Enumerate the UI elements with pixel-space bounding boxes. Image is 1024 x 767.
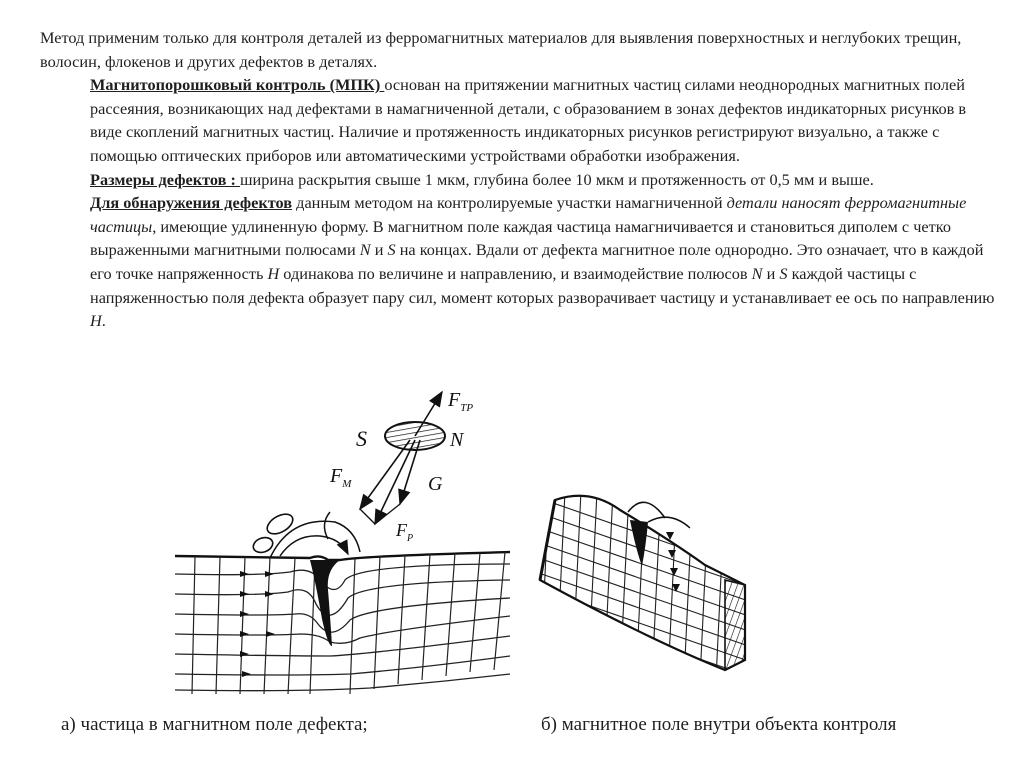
pole-s: S bbox=[387, 240, 396, 260]
force-fp-arrow bbox=[375, 440, 415, 524]
figure-a-particle-in-defect-field bbox=[170, 384, 510, 694]
pole-n-2: N bbox=[751, 263, 763, 283]
field-h: H bbox=[267, 263, 280, 283]
label-fm: $F_M$ bbox=[330, 465, 352, 490]
detection-heading: Для обнаружения дефектов bbox=[90, 193, 293, 213]
period: . bbox=[101, 311, 106, 331]
figure-b-field-inside-object bbox=[530, 470, 760, 680]
detection-text-5: каждой частицы с напряженностью поля дефекта образует пару сил, момент которых разворачивает частицу и устанавливает ее ось по направлению bbox=[90, 263, 995, 307]
conj-and: и bbox=[370, 240, 388, 260]
detection-text-1: данным методом на контролируемые участки намагниченной bbox=[292, 193, 727, 213]
grid-verticals bbox=[192, 552, 505, 694]
text-block bbox=[36, 26, 996, 333]
mpk-text: основан на притяжении магнитных частиц силами неоднородных магнитных полей рассеяния, возникающих над дефектами в намагниченной детали, с образованием в зонах дефектов индикаторных рисунков в виде скоплений магнитных частиц. Наличие и протяженность индикаторных рисунков регистрируют визуально, а также с помощью оптических приборов или автоматическими устройствами обработки изображения. bbox=[90, 75, 967, 165]
field-lines bbox=[175, 564, 510, 691]
particle-1 bbox=[251, 535, 275, 555]
label-fp: $F_P$ bbox=[396, 520, 414, 544]
detection-text-2: , имеющие удлиненную форму. В магнитном поле каждая частица намагничивается и становиться диполем с четко выраженными магнитными полюсами bbox=[90, 216, 951, 260]
detection-text-4: одинакова по величине и направлению, и взаимодействие полюсов bbox=[279, 263, 752, 283]
label-s: S bbox=[356, 426, 367, 451]
label-g: G bbox=[428, 473, 443, 495]
field-arrows bbox=[240, 571, 275, 677]
detection-text-3: на концах. Вдали от дефекта магнитное поле однородно. Это означает, что в каждой его точке напряженность bbox=[90, 240, 984, 283]
field-h-2: H bbox=[90, 311, 102, 331]
detection-paragraph bbox=[36, 191, 996, 333]
particle-2 bbox=[264, 510, 296, 538]
sizes-paragraph bbox=[36, 168, 996, 192]
mpk-paragraph bbox=[36, 73, 996, 167]
intro-paragraph: Метод применим только для контроля деталей из ферромагнитных материалов для выявления поверхностных и неглубоких трещин, волосин, флокенов и других дефектов в деталях. bbox=[40, 28, 962, 71]
sizes-heading: Размеры дефектов : bbox=[90, 169, 240, 189]
label-ftr: $F_{ТР}$ bbox=[448, 389, 474, 414]
detection-italic: детали наносят ферромагнитные частицы bbox=[90, 193, 967, 236]
caption-a: а) частица в магнитном поле дефекта; bbox=[61, 714, 368, 735]
pole-s-2: S bbox=[779, 263, 788, 283]
mpk-heading: Магнитопорошковый контроль (МПК) bbox=[90, 75, 385, 95]
defect-crack bbox=[310, 560, 340, 646]
label-n: N bbox=[450, 429, 464, 451]
conj-and-2: и bbox=[762, 263, 780, 283]
pole-n: N bbox=[359, 240, 371, 260]
caption-b: б) магнитное поле внутри объекта контроля bbox=[541, 714, 897, 735]
leakage-field bbox=[628, 502, 665, 518]
sizes-text: ширина раскрытия свыше 1 мкм, глубина более 10 мкм и протяженность от 0,5 мм и выше. bbox=[239, 169, 874, 189]
defect-b bbox=[630, 520, 648, 566]
